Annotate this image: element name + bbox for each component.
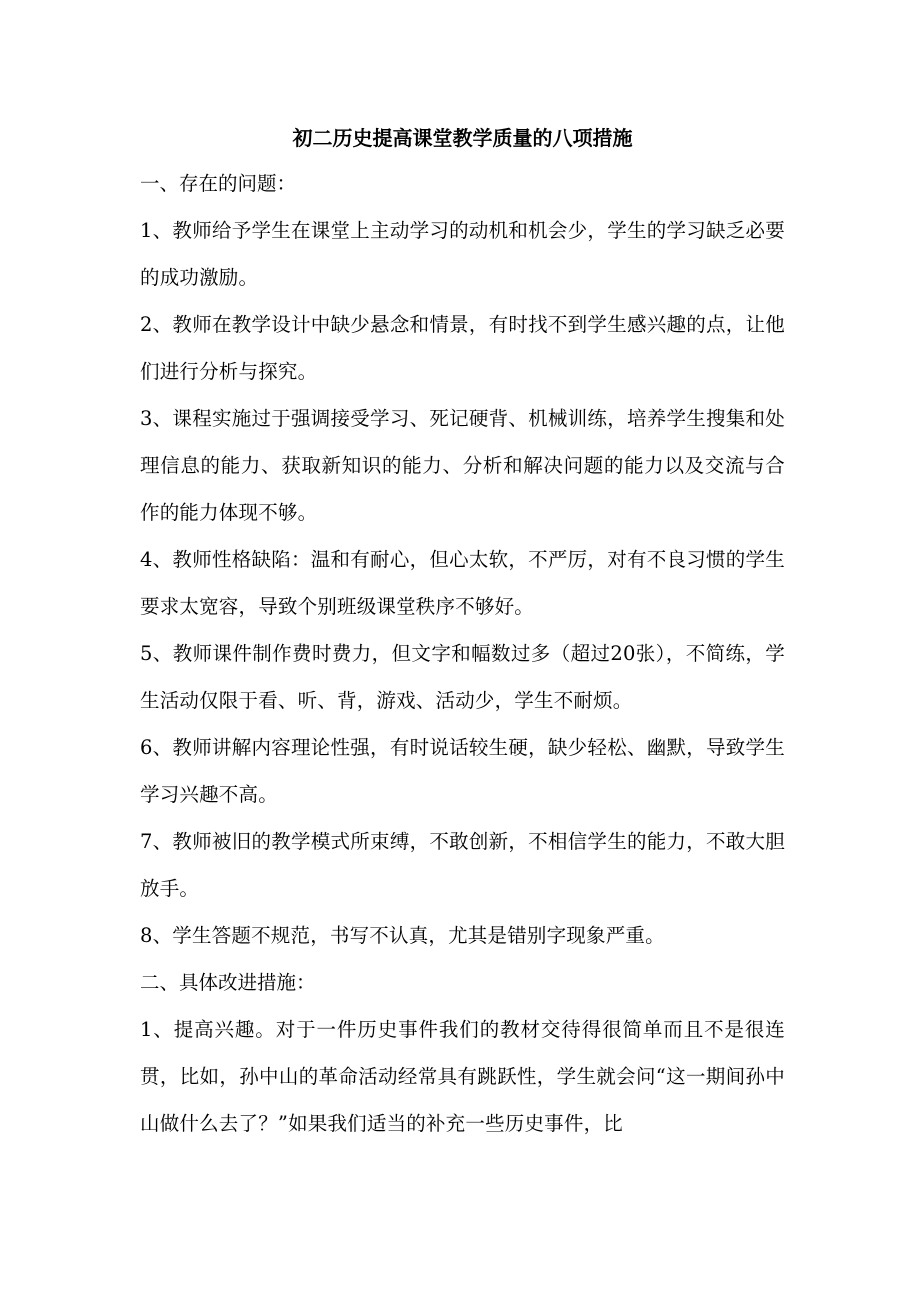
document-body [140,116,785,1147]
problem-item-2: 2、教师在教学设计中缺少悬念和情景，有时找不到学生感兴趣的点，让他们进行分析与探究。 [140,313,785,383]
section-heading-measures: 二、具体改进措施： [140,971,316,994]
problem-item-5: 5、教师课件制作费时费力，但文字和幅数过多（超过20张），不简练，学生活动仅限于看、听、背，游戏、活动少，学生不耐烦。 [140,642,785,712]
document-title: 初二历史提高课堂教学质量的八项措施 [292,126,633,150]
section-heading-problems: 一、存在的问题： [140,172,297,195]
problem-item-1: 1、教师给予学生在课堂上主动学习的动机和机会少，学生的学习缺乏必要的成功激励。 [140,219,785,289]
problem-item-4: 4、教师性格缺陷：温和有耐心，但心太软，不严厉，对有不良习惯的学生要求太宽容，导致个别班级课堂秩序不够好。 [140,548,785,618]
problem-item-8: 8、学生答题不规范，书写不认真，尤其是错别字现象严重。 [140,924,665,947]
problem-item-6: 6、教师讲解内容理论性强，有时说话较生硬，缺少轻松、幽默，导致学生学习兴趣不高。 [140,736,785,806]
problem-item-3: 3、课程实施过于强调接受学习、死记硬背、机械训练，培养学生搜集和处理信息的能力、获取新知识的能力、分析和解决问题的能力以及交流与合作的能力体现不够。 [140,407,785,524]
problem-item-7: 7、教师被旧的教学模式所束缚，不敢创新，不相信学生的能力，不敢大胆放手。 [140,830,785,900]
measure-item-1: 1、提高兴趣。对于一件历史事件我们的教材交待得很简单而且不是很连贯，比如，孙中山的革命活动经常具有跳跃性，学生就会问“这一期间孙中山做什么去了？”如果我们适当的补充一些历史事件，比 [140,1018,785,1135]
